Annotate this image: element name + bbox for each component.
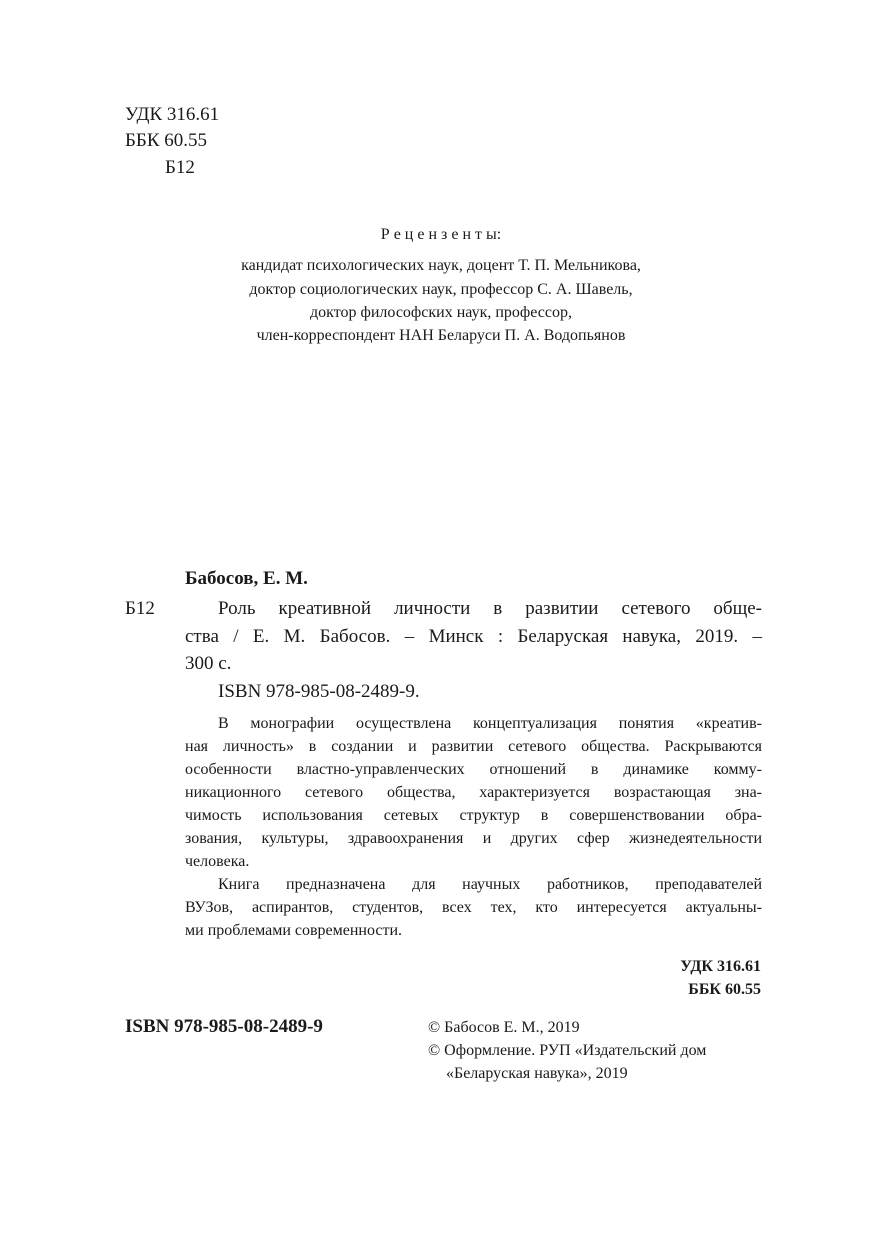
catalog-title-line: ства / Е. М. Бабосов. – Минск : Беларуская навука, 2019. – [185,626,762,647]
abstract-line: зования, культуры, здравоохранения и других сфер жизнедеятельности [185,830,762,847]
abstract-line: Книга предназначена для научных работников, преподавателей [218,876,762,893]
catalog-mark: Б12 [125,598,155,619]
abstract-line: особенности властно-управленческих отношений в динамике комму- [185,761,762,778]
catalog-title-line: Роль креативной личности в развитии сетевого обще- [218,598,762,619]
footer-udk: УДК 316.61 [680,958,761,975]
abstract-line: ВУЗов, аспирантов, студентов, всех тех, кто интересуется актуальны- [185,899,762,916]
abstract-line: чимость использования сетевых структур в совершенствовании обра- [185,807,762,824]
abstract-line: В монографии осуществлена концептуализация понятия «креатив- [218,715,762,732]
bbk-index: ББК 60.55 [125,130,207,151]
copyright-line: © Бабосов Е. М., 2019 [428,1019,580,1036]
author-mark: Б12 [165,157,195,178]
abstract-line: никационного сетевого общества, характеризуется возрастающая зна- [185,784,762,801]
reviewers-title: Р е ц е н з е н т ы: [380,226,502,243]
udk-index: УДК 316.61 [125,104,220,125]
catalog-title-line: 300 с. [185,653,232,674]
catalog-author: Бабосов, Е. М. [185,568,308,589]
copyright-line: «Беларуская навука», 2019 [446,1065,628,1082]
footer-bbk: ББК 60.55 [688,981,761,998]
reviewer-line: доктор социологических наук, профессор С. А. Шавель, [249,281,633,298]
abstract-line: человека. [185,853,250,870]
abstract-line: ная личность» в создании и развитии сетевого общества. Раскрываются [185,738,762,755]
copyright-line: © Оформление. РУП «Издательский дом [428,1042,707,1059]
reviewer-line: кандидат психологических наук, доцент Т. П. Мельникова, [241,257,641,274]
reviewer-line: член-корреспондент НАН Беларуси П. А. Водопьянов [256,327,626,344]
footer-isbn: ISBN 978-985-08-2489-9 [125,1016,323,1037]
abstract-line: ми проблемами современности. [185,922,403,939]
catalog-isbn: ISBN 978-985-08-2489-9. [218,681,420,702]
reviewer-line: доктор философских наук, профессор, [310,304,572,321]
